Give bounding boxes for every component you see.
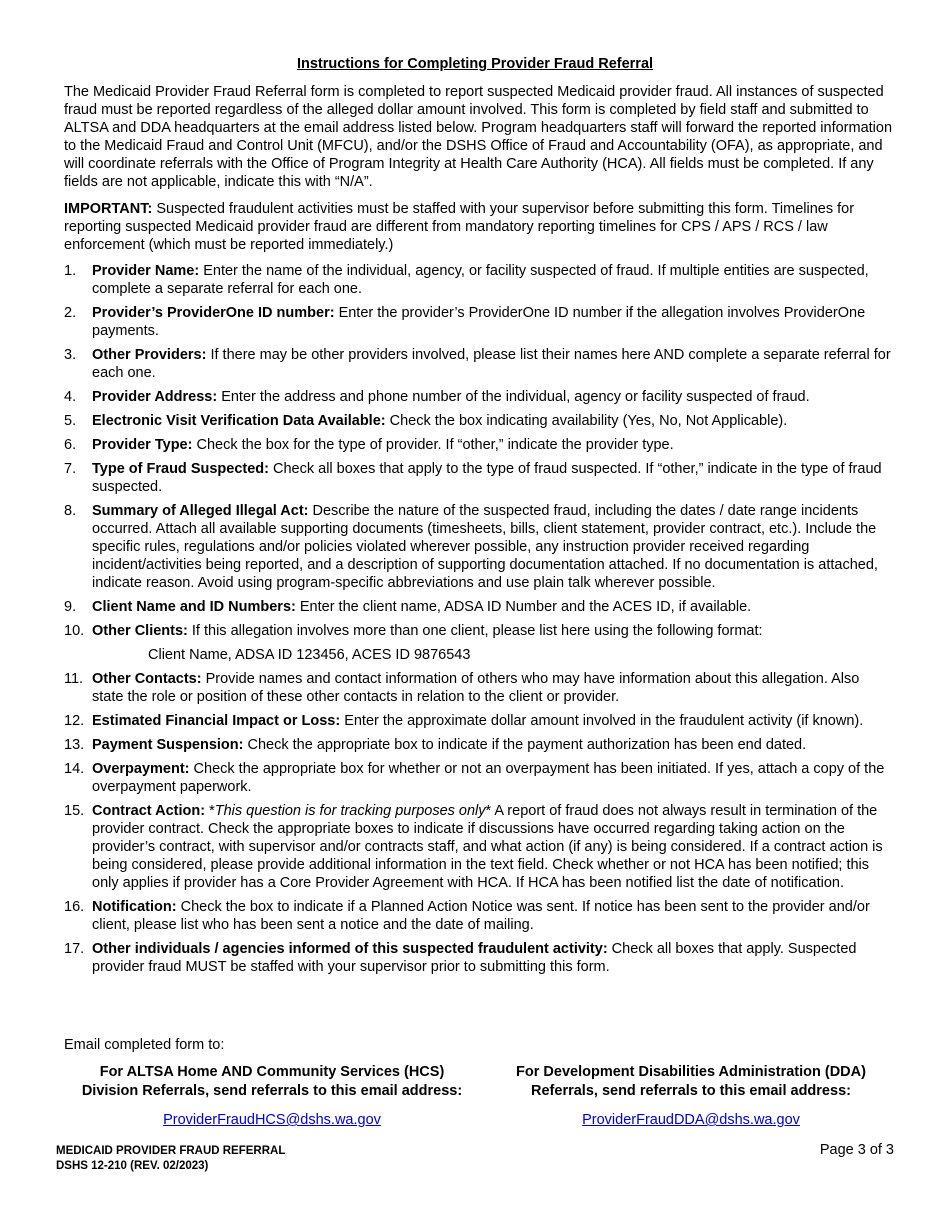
item-label: Type of Fraud Suspected:: [92, 461, 269, 477]
hcs-email-link[interactable]: ProviderFraudHCS@dshs.wa.gov: [163, 1112, 381, 1128]
item-text: Check the box for the type of provider. If “other,” indicate the provider type.: [192, 437, 674, 453]
email-intro: Email completed form to:: [64, 1037, 225, 1053]
item-label: Client Name and ID Numbers:: [92, 599, 296, 615]
important-text: Suspected fraudulent activities must be staffed with your supervisor before submitting this form. Timelines for reporting suspected Medicaid provider fraud are different from mandatory reporting timelines for CPS / APS / RCS / law enforcement (which must be reported immediately.): [64, 201, 855, 253]
dda-heading-line2: Referrals, send referrals to this email address:: [531, 1083, 851, 1099]
hcs-heading-line2: Division Referrals, send referrals to this email address:: [81, 1083, 463, 1099]
item-number: 15.: [64, 803, 85, 819]
list-item: [64, 802, 894, 892]
item-label: Provider Type:: [92, 437, 193, 453]
item-example: Client Name, ADSA ID 123456, ACES ID 9876543: [148, 647, 471, 663]
dda-heading-line1: For Development Disabilities Administration (DDA): [516, 1064, 866, 1080]
item-number: 12.: [64, 713, 85, 729]
item-text: Enter the provider’s ProviderOne ID number if the allegation involves ProviderOne payments.: [92, 305, 866, 339]
item-number: 16.: [64, 899, 85, 915]
item-body: [92, 622, 894, 664]
page-title: Instructions for Completing Provider Fraud Referral: [296, 56, 654, 72]
item-body: [92, 502, 894, 592]
item-text: Enter the approximate dollar amount involved in the fraudulent activity (if known).: [340, 713, 864, 729]
item-label: Notification:: [92, 899, 177, 915]
item-text: If there may be other providers involved, please list their names here AND complete a separate referral for each one.: [92, 347, 891, 381]
item-body: [92, 346, 894, 382]
item-body: [92, 760, 894, 796]
item-label: Provider’s ProviderOne ID number:: [92, 305, 335, 321]
list-item: [64, 436, 894, 454]
item-body: [92, 736, 894, 754]
list-item: [64, 412, 894, 430]
item-text: * A report of fraud does not always result in termination of the provider contract. Check the appropriate boxes to indicate if discussions have occurred regarding taking action on the provider’s contract, with supervisor and/or contracts staff, and what action (if any) is being considered. If a contract action is being considered, please provide additional information in the text field. Check whether or not HCA has been notified; this only applies if provider has a Core Provider Agreement with HCA. If HCA has been notified list the date of notification.: [92, 803, 883, 891]
list-item: [64, 940, 894, 976]
item-label: Estimated Financial Impact or Loss:: [92, 713, 341, 729]
list-item: [64, 460, 894, 496]
item-body: [92, 940, 894, 976]
item-body: [92, 670, 894, 706]
item-number: 5.: [64, 413, 77, 429]
item-text: Enter the address and phone number of the individual, agency or facility suspected of fraud.: [217, 389, 810, 405]
list-item: [64, 502, 894, 592]
item-text: Check all boxes that apply. Suspected provider fraud MUST be staffed with your supervisor prior to submitting this form.: [92, 941, 857, 975]
item-label: Summary of Alleged Illegal Act:: [92, 503, 309, 519]
item-text: Check the box to indicate if a Planned Action Notice was sent. If notice has been sent to the provider and/or client, please list who has been sent a notice and the date of mailing.: [92, 899, 870, 933]
item-text: If this allegation involves more than one client, please list here using the following format:: [187, 623, 763, 639]
list-item: [64, 304, 894, 340]
item-body: [92, 412, 894, 430]
list-item: [64, 262, 894, 298]
intro-paragraph: The Medicaid Provider Fraud Referral form is completed to report suspected Medicaid provider fraud. All instances of suspected fraud must be reported regardless of the alleged dollar amount involved. This form is completed by field staff and submitted to ALTSA and DDA headquarters at the email address listed below. Program headquarters staff will forward the reported information to the Medicaid Fraud and Control Unit (MFCU), and/or the DSHS Office of Fraud and Accountability (OFA), as appropriate, and will coordinate referrals with the Office of Program Integrity at Health Care Authority (HCA). All fields must be completed. If any fields are not applicable, indicate this with “N/A”.: [64, 84, 893, 190]
item-body: [92, 436, 894, 454]
page-number: Page 3 of 3: [819, 1142, 894, 1158]
item-number: 2.: [64, 305, 77, 321]
item-number: 10.: [64, 623, 85, 639]
list-item: [64, 736, 894, 754]
item-label: Other Providers:: [92, 347, 207, 363]
item-number: 8.: [64, 503, 77, 519]
item-label: Provider Name:: [92, 263, 200, 279]
item-number: 7.: [64, 461, 77, 477]
item-number: 4.: [64, 389, 77, 405]
item-number: 17.: [64, 941, 85, 957]
item-body: [92, 388, 894, 406]
item-label: Payment Suspension:: [92, 737, 244, 753]
footer-form-name: MEDICAID PROVIDER FRAUD REFERRAL: [56, 1145, 286, 1157]
list-item: [64, 760, 894, 796]
item-text: Describe the nature of the suspected fraud, including the dates / date range incidents occurred. Attach all available supporting documents (timesheets, bills, client statement, provider contract, etc.). Include the specific rules, regulations and/or policies violated wherever possible, any instruction provider received regarding incident/activities being reported, and a description of supporting documentation attached. If no documentation is attached, indicate reason. Avoid using program-specific abbreviations and use plain talk wherever possible.: [92, 503, 878, 591]
item-number: 11.: [64, 671, 84, 687]
item-label: Overpayment:: [92, 761, 190, 777]
list-item: [64, 388, 894, 406]
footer-form-info: [56, 1144, 285, 1174]
list-item: [64, 598, 894, 616]
item-body: [92, 598, 894, 616]
item-text: Check the appropriate box to indicate if the payment authorization has been end dated.: [243, 737, 807, 753]
list-item: [64, 622, 894, 664]
item-text: Enter the name of the individual, agency, or facility suspected of fraud. If multiple entities are suspected, complete a separate referral for each one.: [92, 263, 869, 297]
item-italic-note: This question is for tracking purposes only: [214, 803, 486, 819]
hcs-contact: [57, 1063, 487, 1130]
item-body: [92, 898, 894, 934]
item-number: 3.: [64, 347, 77, 363]
item-body: [92, 304, 894, 340]
list-item: [64, 670, 894, 706]
item-number: 14.: [64, 761, 85, 777]
item-label: Contract Action:: [92, 803, 206, 819]
item-prefix: *: [205, 803, 215, 819]
instruction-list: [64, 262, 894, 982]
item-number: 9.: [64, 599, 77, 615]
item-text: Check all boxes that apply to the type of fraud suspected. If “other,” indicate in the type of fraud suspected.: [92, 461, 882, 495]
item-body: [92, 262, 894, 298]
item-label: Provider Address:: [92, 389, 218, 405]
item-label: Other Contacts:: [92, 671, 202, 687]
dda-email-link[interactable]: ProviderFraudDDA@dshs.wa.gov: [582, 1112, 800, 1128]
important-paragraph: [64, 200, 894, 254]
item-number: 1.: [64, 263, 77, 279]
item-body: [92, 802, 894, 892]
list-item: [64, 712, 894, 730]
item-text: Provide names and contact information of others who may have information about this allegation. Also state the role or position of these other contacts in relation to the client or provider.: [92, 671, 860, 705]
item-text: Check the appropriate box for whether or not an overpayment has been initiated. If yes, attach a copy of the overpayment paperwork.: [92, 761, 885, 795]
item-body: [92, 712, 894, 730]
list-item: [64, 898, 894, 934]
item-label: Electronic Visit Verification Data Available:: [92, 413, 386, 429]
important-label: IMPORTANT:: [64, 201, 153, 217]
item-number: 6.: [64, 437, 77, 453]
list-item: [64, 346, 894, 382]
item-number: 13.: [64, 737, 85, 753]
item-label: Other Clients:: [92, 623, 188, 639]
item-body: [92, 460, 894, 496]
hcs-heading-line1: For ALTSA Home AND Community Services (HCS): [99, 1064, 445, 1080]
dda-contact: [476, 1063, 906, 1130]
item-label: Other individuals / agencies informed of this suspected fraudulent activity:: [92, 941, 608, 957]
item-text: Enter the client name, ADSA ID Number and the ACES ID, if available.: [295, 599, 752, 615]
footer-form-number: DSHS 12-210 (REV. 02/2023): [56, 1160, 209, 1172]
item-text: Check the box indicating availability (Yes, No, Not Applicable).: [385, 413, 788, 429]
